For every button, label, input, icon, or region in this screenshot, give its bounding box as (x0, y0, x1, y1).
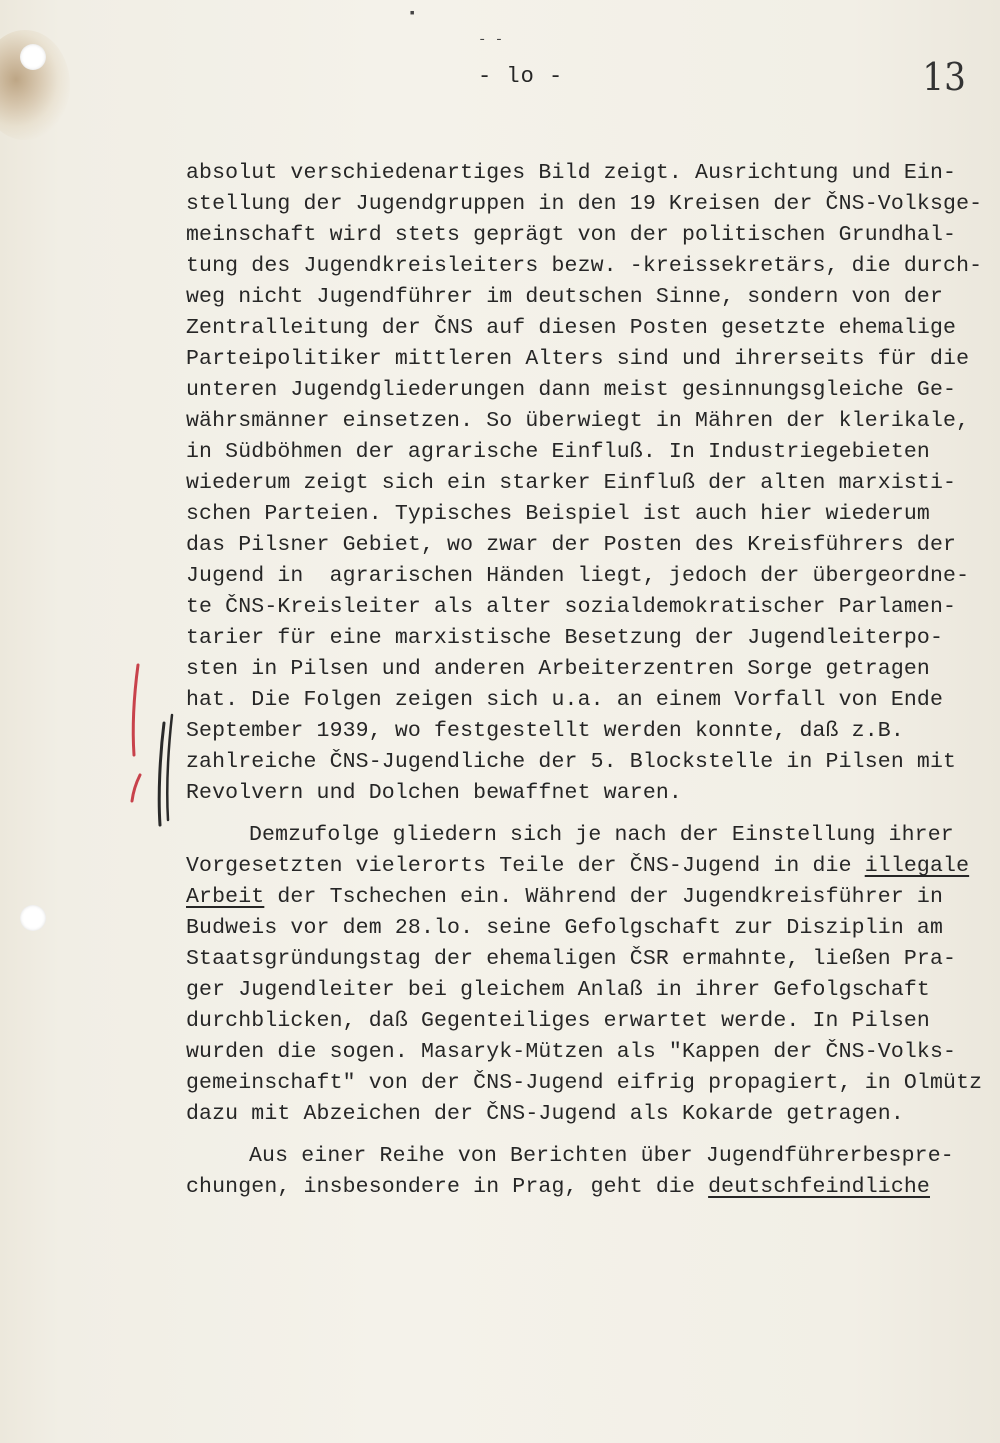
folio-number: 13 (922, 55, 966, 99)
text-line: te ČNS-Kreisleiter als alter sozialdemokratischer Parlamen- (186, 595, 957, 619)
text-line: zahlreiche ČNS-Jugendliche der 5. Blockstelle in Pilsen mit (186, 750, 957, 774)
text-line: ger Jugendleiter bei gleichem Anlaß in ihrer Gefolgschaft (186, 978, 930, 1002)
text-line: stellung der Jugendgruppen in den 19 Kreisen der ČNS-Volksge- (186, 192, 983, 216)
text-line: meinschaft wird stets geprägt von der politischen Grundhal- (186, 223, 957, 247)
text-line: durchblicken, daß Gegenteiliges erwartet werde. In Pilsen (186, 1009, 930, 1033)
text-line: wurden die sogen. Masaryk-Mützen als "Kappen der ČNS-Volks- (186, 1040, 957, 1064)
text-line: Parteipolitiker mittleren Alters sind und ihrerseits für die (186, 347, 970, 371)
body-text (186, 158, 983, 1203)
text-line (186, 882, 966, 913)
text-line: September 1939, wo festgestellt werden konnte, daß z.B. (186, 719, 904, 743)
text-line: dazu mit Abzeichen der ČNS-Jugend als Kokarde getragen. (186, 1102, 904, 1126)
text-segment: chungen, insbesondere in Prag, geht die (186, 1175, 709, 1199)
text-line: tung des Jugendkreisleiters bezw. -kreissekretärs, die durch- (186, 254, 983, 278)
text-line: tarier für eine marxistische Besetzung der Jugendleiterpo- (186, 626, 944, 650)
punch-hole-middle (20, 905, 46, 931)
text-segment: der Tschechen ein. Während der Jugendkreisführer in (264, 885, 944, 909)
margin-annotation-marks (118, 655, 188, 845)
text-line: in Südböhmen der agrarische Einfluß. In Industriegebieten (186, 440, 930, 464)
text-line: hat. Die Folgen zeigen sich u.a. an einem Vorfall von Ende (186, 688, 944, 712)
text-line: Aus einer Reihe von Berichten über Jugendführerbespre- (249, 1144, 954, 1168)
text-line: wiederum zeigt sich ein starker Einfluß der alten marxisti- (186, 471, 957, 495)
punch-hole-top (20, 44, 46, 70)
text-line: gemeinschaft" von der ČNS-Jugend eifrig propagiert, in Olmütz (186, 1071, 983, 1095)
paragraph-spacer (186, 1130, 966, 1141)
text-line: Budweis vor dem 28.lo. seine Gefolgschaft zur Disziplin am (186, 916, 944, 940)
text-line: sten in Pilsen und anderen Arbeiterzentren Sorge getragen (186, 657, 930, 681)
black-pencil-stroke-right (167, 715, 172, 820)
header-mark-dot: ▪ (408, 6, 417, 22)
text-line: Jugend in agrarischen Händen liegt, jedoch der übergeordne- (186, 564, 970, 588)
black-pencil-stroke-left (159, 723, 164, 825)
text-line: Revolvern und Dolchen bewaffnet waren. (186, 781, 682, 805)
red-pencil-stroke-upper (133, 665, 138, 755)
paragraph-1 (186, 158, 983, 809)
text-segment: Vorgesetzten vielerorts Teile der ČNS-Jugend in die (186, 854, 865, 878)
text-line (186, 1172, 966, 1203)
text-line: unteren Jugendgliederungen dann meist gesinnungsgleiche Ge- (186, 378, 957, 402)
red-pencil-stroke-lower (132, 775, 140, 801)
text-line: weg nicht Jugendführer im deutschen Sinne, sondern von der (186, 285, 944, 309)
underlined-text: deutschfeindliche (708, 1175, 930, 1199)
header-mark-dash: - - (478, 32, 504, 48)
text-line: absolut verschiedenartiges Bild zeigt. Ausrichtung und Ein- (186, 161, 957, 185)
text-line (186, 851, 970, 882)
text-line: Zentralleitung der ČNS auf diesen Posten gesetzte ehemalige (186, 316, 957, 340)
text-line: schen Parteien. Typisches Beispiel ist auch hier wiederum (186, 502, 930, 526)
underlined-text: Arbeit (186, 885, 265, 909)
text-line: währsmänner einsetzen. So überwiegt in Mähren der klerikale, (186, 409, 970, 433)
text-line: das Pilsner Gebiet, wo zwar der Posten des Kreisführers der (186, 533, 957, 557)
paragraph-2 (186, 820, 983, 1130)
text-line: Staatsgründungstag der ehemaligen ČSR ermahnte, ließen Pra- (186, 947, 957, 971)
underlined-text: illegale (864, 854, 970, 878)
paragraph-spacer (186, 809, 966, 820)
paragraph-3 (186, 1141, 966, 1203)
text-line: Demzufolge gliedern sich je nach der Einstellung ihrer (249, 823, 954, 847)
page-number: - lo - (478, 64, 564, 89)
